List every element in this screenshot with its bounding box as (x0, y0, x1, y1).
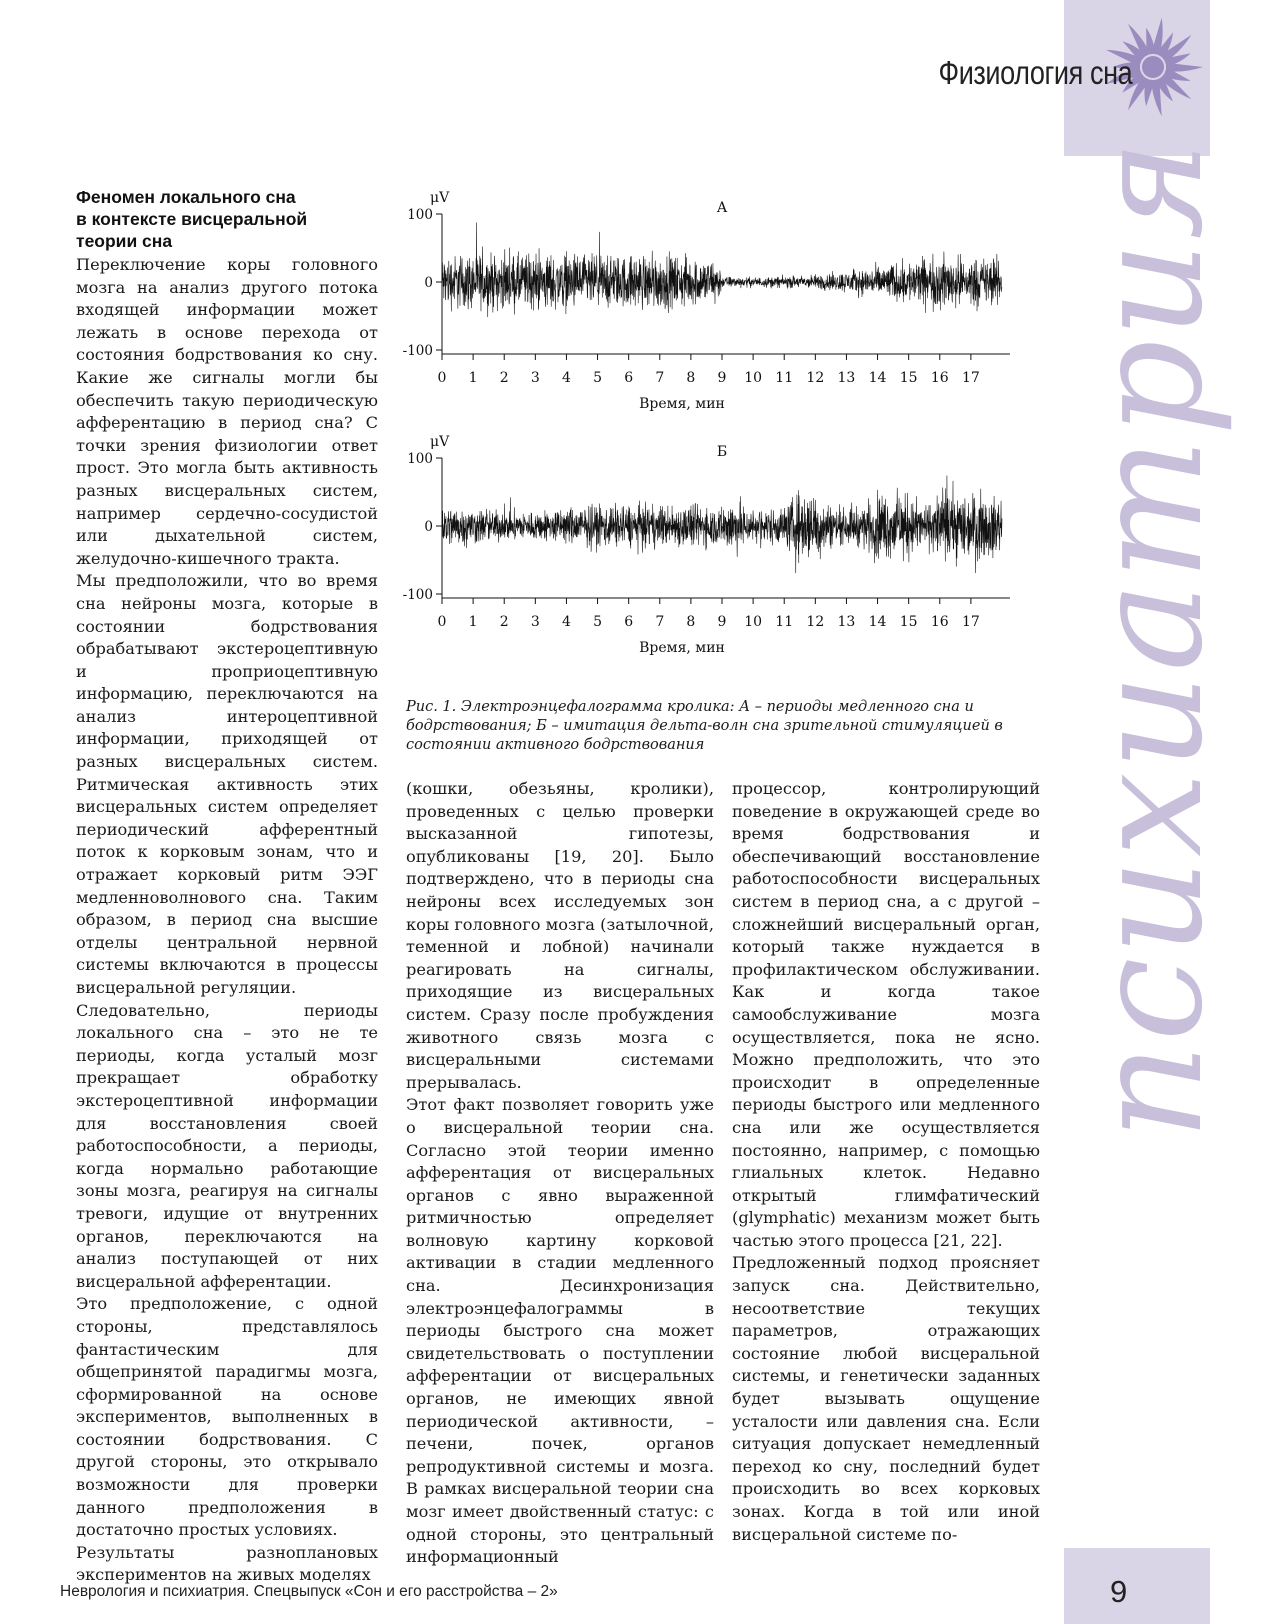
y-tick-label: 100 (407, 207, 433, 223)
y-unit-label: μV (430, 434, 450, 450)
paragraph: Переключение коры головного мозга на анализ другого потока входящей информации может лежать в основе перехода от состояния бодрствования ко сну. Какие же сигналы могли бы обеспечить такую периодическую афферентацию в период сна? С точки зрения физиологии ответ прост. Это могла быть активность разных висцеральных систем, например сердечно-сосудистой или дыхательной систем, желудочно-кишечного тракта. (76, 255, 378, 568)
heading-line: Феномен локального сна (76, 187, 296, 207)
x-tick-label: 12 (806, 370, 825, 386)
x-tick-label: 10 (744, 614, 763, 630)
y-unit-label: μV (430, 190, 450, 206)
x-tick-label: 9 (717, 370, 727, 386)
x-tick-label: 6 (624, 614, 634, 630)
x-tick-label: 4 (561, 614, 571, 630)
x-tick-label: 17 (961, 614, 980, 630)
x-tick-label: 15 (899, 614, 918, 630)
x-tick-label: 11 (775, 614, 794, 630)
x-tick-label: 8 (686, 370, 696, 386)
x-tick-label: 7 (655, 370, 665, 386)
page-number: 9 (1110, 1574, 1128, 1609)
x-tick-label: 9 (717, 614, 727, 630)
section-heading (76, 186, 376, 252)
x-tick-label: 4 (561, 370, 571, 386)
y-tick-label: -100 (402, 587, 433, 603)
x-tick-label: 10 (744, 370, 763, 386)
x-tick-label: 15 (899, 370, 918, 386)
x-tick-label: 0 (437, 614, 447, 630)
paragraph: Этот факт позволяет говорить уже о висцеральной теории сна. Согласно этой теории именно афферентация от висцеральных органов с явно выраженной ритмичностью определяет волновую картину корковой активации в стадии медленного сна. Десинхронизация электроэнцефалограммы в периоды быстрого сна может свидетельствовать о поступлении афферентации от висцеральных органов, не имеющих явной периодической активности, – печени, почек, органов репродуктивной системы и мозга. В рамках висцеральной теории сна мозг имеет двойственный статус: с одной стороны, это центральный информационный (406, 1095, 714, 1567)
x-axis-label: Время, мин (639, 396, 725, 412)
panel-label: А (716, 200, 728, 216)
eeg-figure (398, 186, 1048, 686)
x-tick-label: 3 (530, 614, 540, 630)
eeg-trace (442, 223, 1002, 317)
y-tick-label: 0 (424, 519, 433, 535)
x-tick-label: 13 (837, 370, 856, 386)
x-tick-label: 14 (868, 370, 887, 386)
x-tick-label: 16 (930, 370, 949, 386)
panel-label: Б (716, 444, 728, 460)
running-title: Физиология сна (938, 54, 1132, 91)
x-tick-label: 14 (868, 614, 887, 630)
x-tick-label: 0 (437, 370, 447, 386)
x-tick-label: 7 (655, 614, 665, 630)
vertical-section-word: психиатрия (1062, 137, 1236, 1140)
y-tick-label: 0 (424, 275, 433, 291)
paragraph: Следовательно, периоды локального сна – это не те периоды, когда усталый мозг прекращает обработку экстероцептивной информации для восстановления своей работоспособности, а периоды, когда нормально работающие зоны мозга, реагируя на сигналы тревоги, идущие от внутренних органов, переключаются на анализ поступающей от них висцеральной афферентации. (76, 1000, 378, 1291)
x-tick-label: 16 (930, 614, 949, 630)
text-column-2 (406, 778, 714, 1569)
y-tick-label: 100 (407, 451, 433, 467)
heading-line: в контексте висцеральной (76, 209, 308, 229)
heading-line: теории сна (76, 231, 173, 251)
paragraph: Результаты разноплановых экспериментов на живых моделях (76, 1542, 378, 1585)
x-tick-label: 8 (686, 614, 696, 630)
x-tick-label: 1 (468, 614, 478, 630)
y-tick-label: -100 (402, 343, 433, 359)
x-tick-label: 2 (499, 370, 509, 386)
paragraph: процессор, контролирующий поведение в окружающей среде во время бодрствования и обеспечивающий восстановление работоспособности висцеральных систем в период сна, а с другой – сложнейший висцеральный орган, который также нуждается в профилактическом обслуживании. Как и когда такое самообслуживание мозга осуществляется, пока не ясно. Можно предположить, что это происходит в определенные периоды быстрого или медленного сна или же осуществляется постоянно, например, с помощью глиальных клеток. Недавно открытый глимфатический (glymphatic) механизм может быть частью этого процесса [21, 22]. (732, 779, 1040, 1250)
footer-tab (1064, 1548, 1210, 1624)
x-tick-label: 17 (961, 370, 980, 386)
x-tick-label: 11 (775, 370, 794, 386)
x-axis-label: Время, мин (639, 640, 725, 656)
paragraph: (кошки, обезьяны, кролики), проведенных с целью проверки высказанной гипотезы, опубликованы [19, 20]. Было подтверждено, что в периоды сна нейроны всех исследуемых зон коры головного мозга (затылочной, теменной и лобной) начинали реагировать на сигналы, приходящие из висцеральных систем. Сразу после пробуждения животного связь мозга с висцеральными системами прерывалась. (406, 779, 714, 1092)
x-tick-label: 2 (499, 614, 509, 630)
journal-footer: Неврология и психиатрия. Спецвыпуск «Сон и его расстройства – 2» (60, 1583, 558, 1600)
figure-caption: Рис. 1. Электроэнцефалограмма кролика: А – периоды медленного сна и бодрствования; Б – имитация дельта-волн сна зрительной стимуляцией в состоянии активного бодрствования (406, 699, 1003, 753)
x-tick-label: 6 (624, 370, 634, 386)
text-column-1 (76, 254, 378, 1587)
x-tick-label: 12 (806, 614, 825, 630)
x-tick-label: 1 (468, 370, 478, 386)
paragraph: Мы предположили, что во время сна нейроны мозга, которые в состоянии бодрствования обрабатывают экстероцептивную и проприоцептивную информацию, переключаются на анализ интероцептивной информации, приходящей от разных висцеральных систем. Ритмическая активность этих висцеральных систем определяет периодический афферентный поток к корковым зонам, что и отражает корковый ритм ЭЭГ медленноволнового сна. Таким образом, в период сна высшие отделы центральной нервной системы включаются в процессы висцеральной регуляции. (76, 571, 378, 997)
x-tick-label: 3 (530, 370, 540, 386)
eeg-chart (398, 186, 1048, 686)
x-tick-label: 5 (593, 614, 603, 630)
x-tick-label: 13 (837, 614, 856, 630)
text-column-3 (732, 778, 1040, 1546)
x-tick-label: 5 (593, 370, 603, 386)
paragraph: Предложенный подход проясняет запуск сна. Действительно, несоответствие текущих параметров, отражающих состояние любой висцеральной системы, и генетически заданных будет вызывать ощущение усталости или давления сна. Если ситуация допускает немедленный переход ко сну, последний будет происходить во всех корковых зонах. Когда в той или иной висцеральной системе по- (732, 1253, 1040, 1544)
paragraph: Это предположение, с одной стороны, представлялось фантастическим для общепринятой парадигмы мозга, сформированной на основе экспериментов, выполненных в состоянии бодрствования. С другой стороны, это открывало возможности для проверки данного предположения в достаточно простых условиях. (76, 1294, 378, 1540)
eeg-trace (442, 476, 1002, 574)
